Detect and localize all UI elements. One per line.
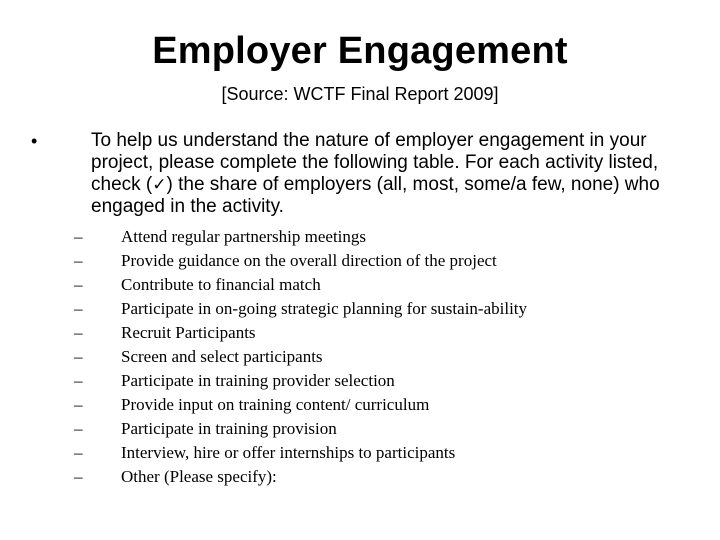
bullet-marker: • <box>31 131 38 151</box>
activity-text: Attend regular partnership meetings <box>121 227 367 246</box>
activity-text: Recruit Participants <box>121 323 256 342</box>
activity-text: Other (Please specify): <box>121 467 277 486</box>
source-subtitle: [Source: WCTF Final Report 2009] <box>221 84 499 104</box>
activity-text: Participate in on-going strategic planning for sustain-ability <box>121 299 528 318</box>
list-item <box>0 297 720 321</box>
list-item <box>0 417 720 441</box>
list-item <box>0 393 720 417</box>
activity-text: Provide guidance on the overall direction of the project <box>121 251 497 270</box>
list-item <box>0 225 720 249</box>
dash-marker: – <box>74 347 83 366</box>
activity-text: Provide input on training content/ curriculum <box>121 395 430 414</box>
activity-text: Screen and select participants <box>121 347 323 366</box>
list-item <box>0 273 720 297</box>
slide-title: Employer Engagement <box>152 30 568 72</box>
bullet-text-part-1: To help us understand the nature of employer engagement in your project, please complete the following table. For each activity listed, check ( <box>91 130 659 195</box>
activity-text: Contribute to financial match <box>121 275 321 294</box>
dash-marker: – <box>74 395 83 414</box>
activity-text: Interview, hire or offer internships to participants <box>121 443 456 462</box>
dash-marker: – <box>74 227 83 246</box>
list-item <box>0 345 720 369</box>
list-item <box>0 249 720 273</box>
activity-text: Participate in training provider selection <box>121 371 395 390</box>
dash-marker: – <box>74 467 83 486</box>
list-item <box>0 321 720 345</box>
dash-marker: – <box>74 323 83 342</box>
checkmark-icon: ✓ <box>152 175 167 195</box>
dash-marker: – <box>74 275 83 294</box>
list-item <box>0 441 720 465</box>
list-item <box>0 465 720 489</box>
list-item <box>0 369 720 393</box>
dash-marker: – <box>74 371 83 390</box>
bullet-text <box>91 130 691 218</box>
dash-marker: – <box>74 443 83 462</box>
dash-marker: – <box>74 299 83 318</box>
activity-text: Participate in training provision <box>121 419 337 438</box>
activity-list <box>0 225 720 489</box>
dash-marker: – <box>74 251 83 270</box>
dash-marker: – <box>74 419 83 438</box>
bullet-text-part-2: ) the share of employers (all, most, some/a few, none) who engaged in the activity. <box>91 174 660 217</box>
